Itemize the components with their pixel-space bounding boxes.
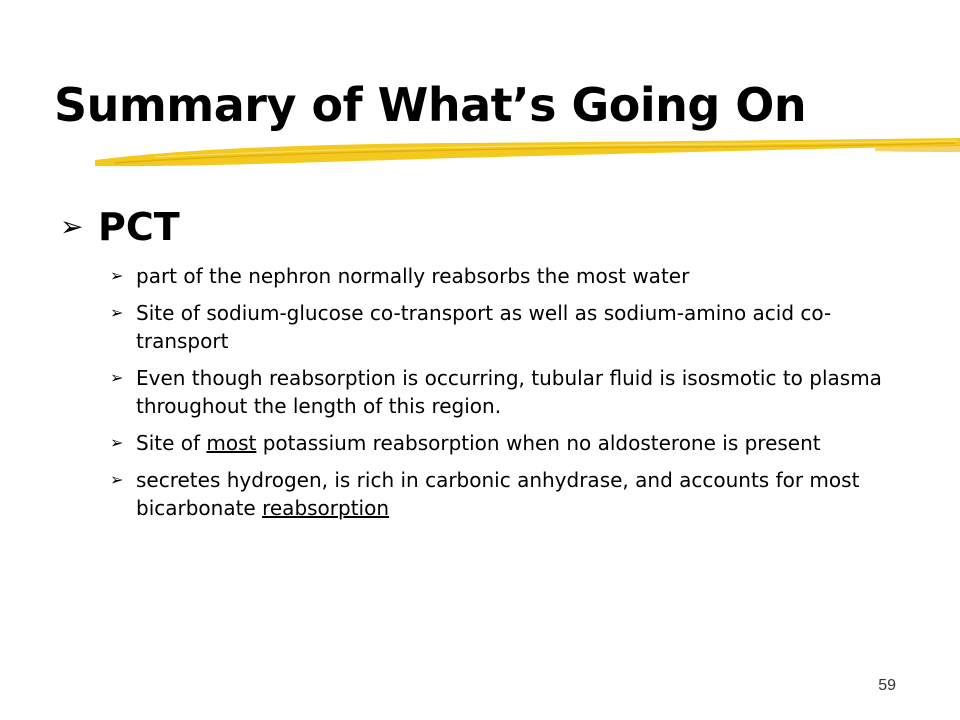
sub-bullet-item bbox=[110, 466, 910, 522]
sub-bullet-text bbox=[136, 429, 910, 457]
text-run: Site of sodium-glucose co-transport as well as sodium-amino acid co-transport bbox=[136, 301, 832, 353]
right-arrowhead-icon: ➢ bbox=[110, 303, 124, 322]
right-arrowhead-icon: ➢ bbox=[110, 470, 124, 489]
page-number: 59 bbox=[878, 677, 896, 694]
sub-bullet-list bbox=[110, 262, 910, 531]
sub-bullet-text bbox=[136, 466, 910, 522]
text-run: potassium reabsorption when no aldosterone is present bbox=[256, 431, 821, 455]
underlined-text: most bbox=[206, 431, 257, 455]
title-brush-underline bbox=[95, 136, 960, 176]
slide-title: Summary of What’s Going On bbox=[54, 78, 807, 132]
sub-bullet-item bbox=[110, 299, 910, 355]
sub-bullet-text bbox=[136, 299, 910, 355]
sub-bullet-text bbox=[136, 364, 910, 420]
main-bullet-label: PCT bbox=[98, 205, 180, 249]
sub-bullet-item bbox=[110, 429, 910, 457]
main-bullet bbox=[60, 205, 180, 249]
right-arrowhead-icon: ➢ bbox=[60, 210, 84, 243]
right-arrowhead-icon: ➢ bbox=[110, 368, 124, 387]
text-run: secretes hydrogen, is rich in carbonic anhydrase, and accounts for most bicarbonate bbox=[136, 468, 860, 520]
underlined-text: reabsorption bbox=[262, 496, 390, 520]
sub-bullet-item bbox=[110, 262, 910, 290]
text-run: Even though reabsorption is occurring, tubular fluid is isosmotic to plasma throughout the length of this region. bbox=[136, 366, 882, 418]
text-run: part of the nephron normally reabsorbs the most water bbox=[136, 264, 690, 288]
right-arrowhead-icon: ➢ bbox=[110, 266, 124, 285]
text-run: Site of bbox=[136, 431, 207, 455]
right-arrowhead-icon: ➢ bbox=[110, 433, 124, 452]
sub-bullet-item bbox=[110, 364, 910, 420]
sub-bullet-text bbox=[136, 262, 910, 290]
